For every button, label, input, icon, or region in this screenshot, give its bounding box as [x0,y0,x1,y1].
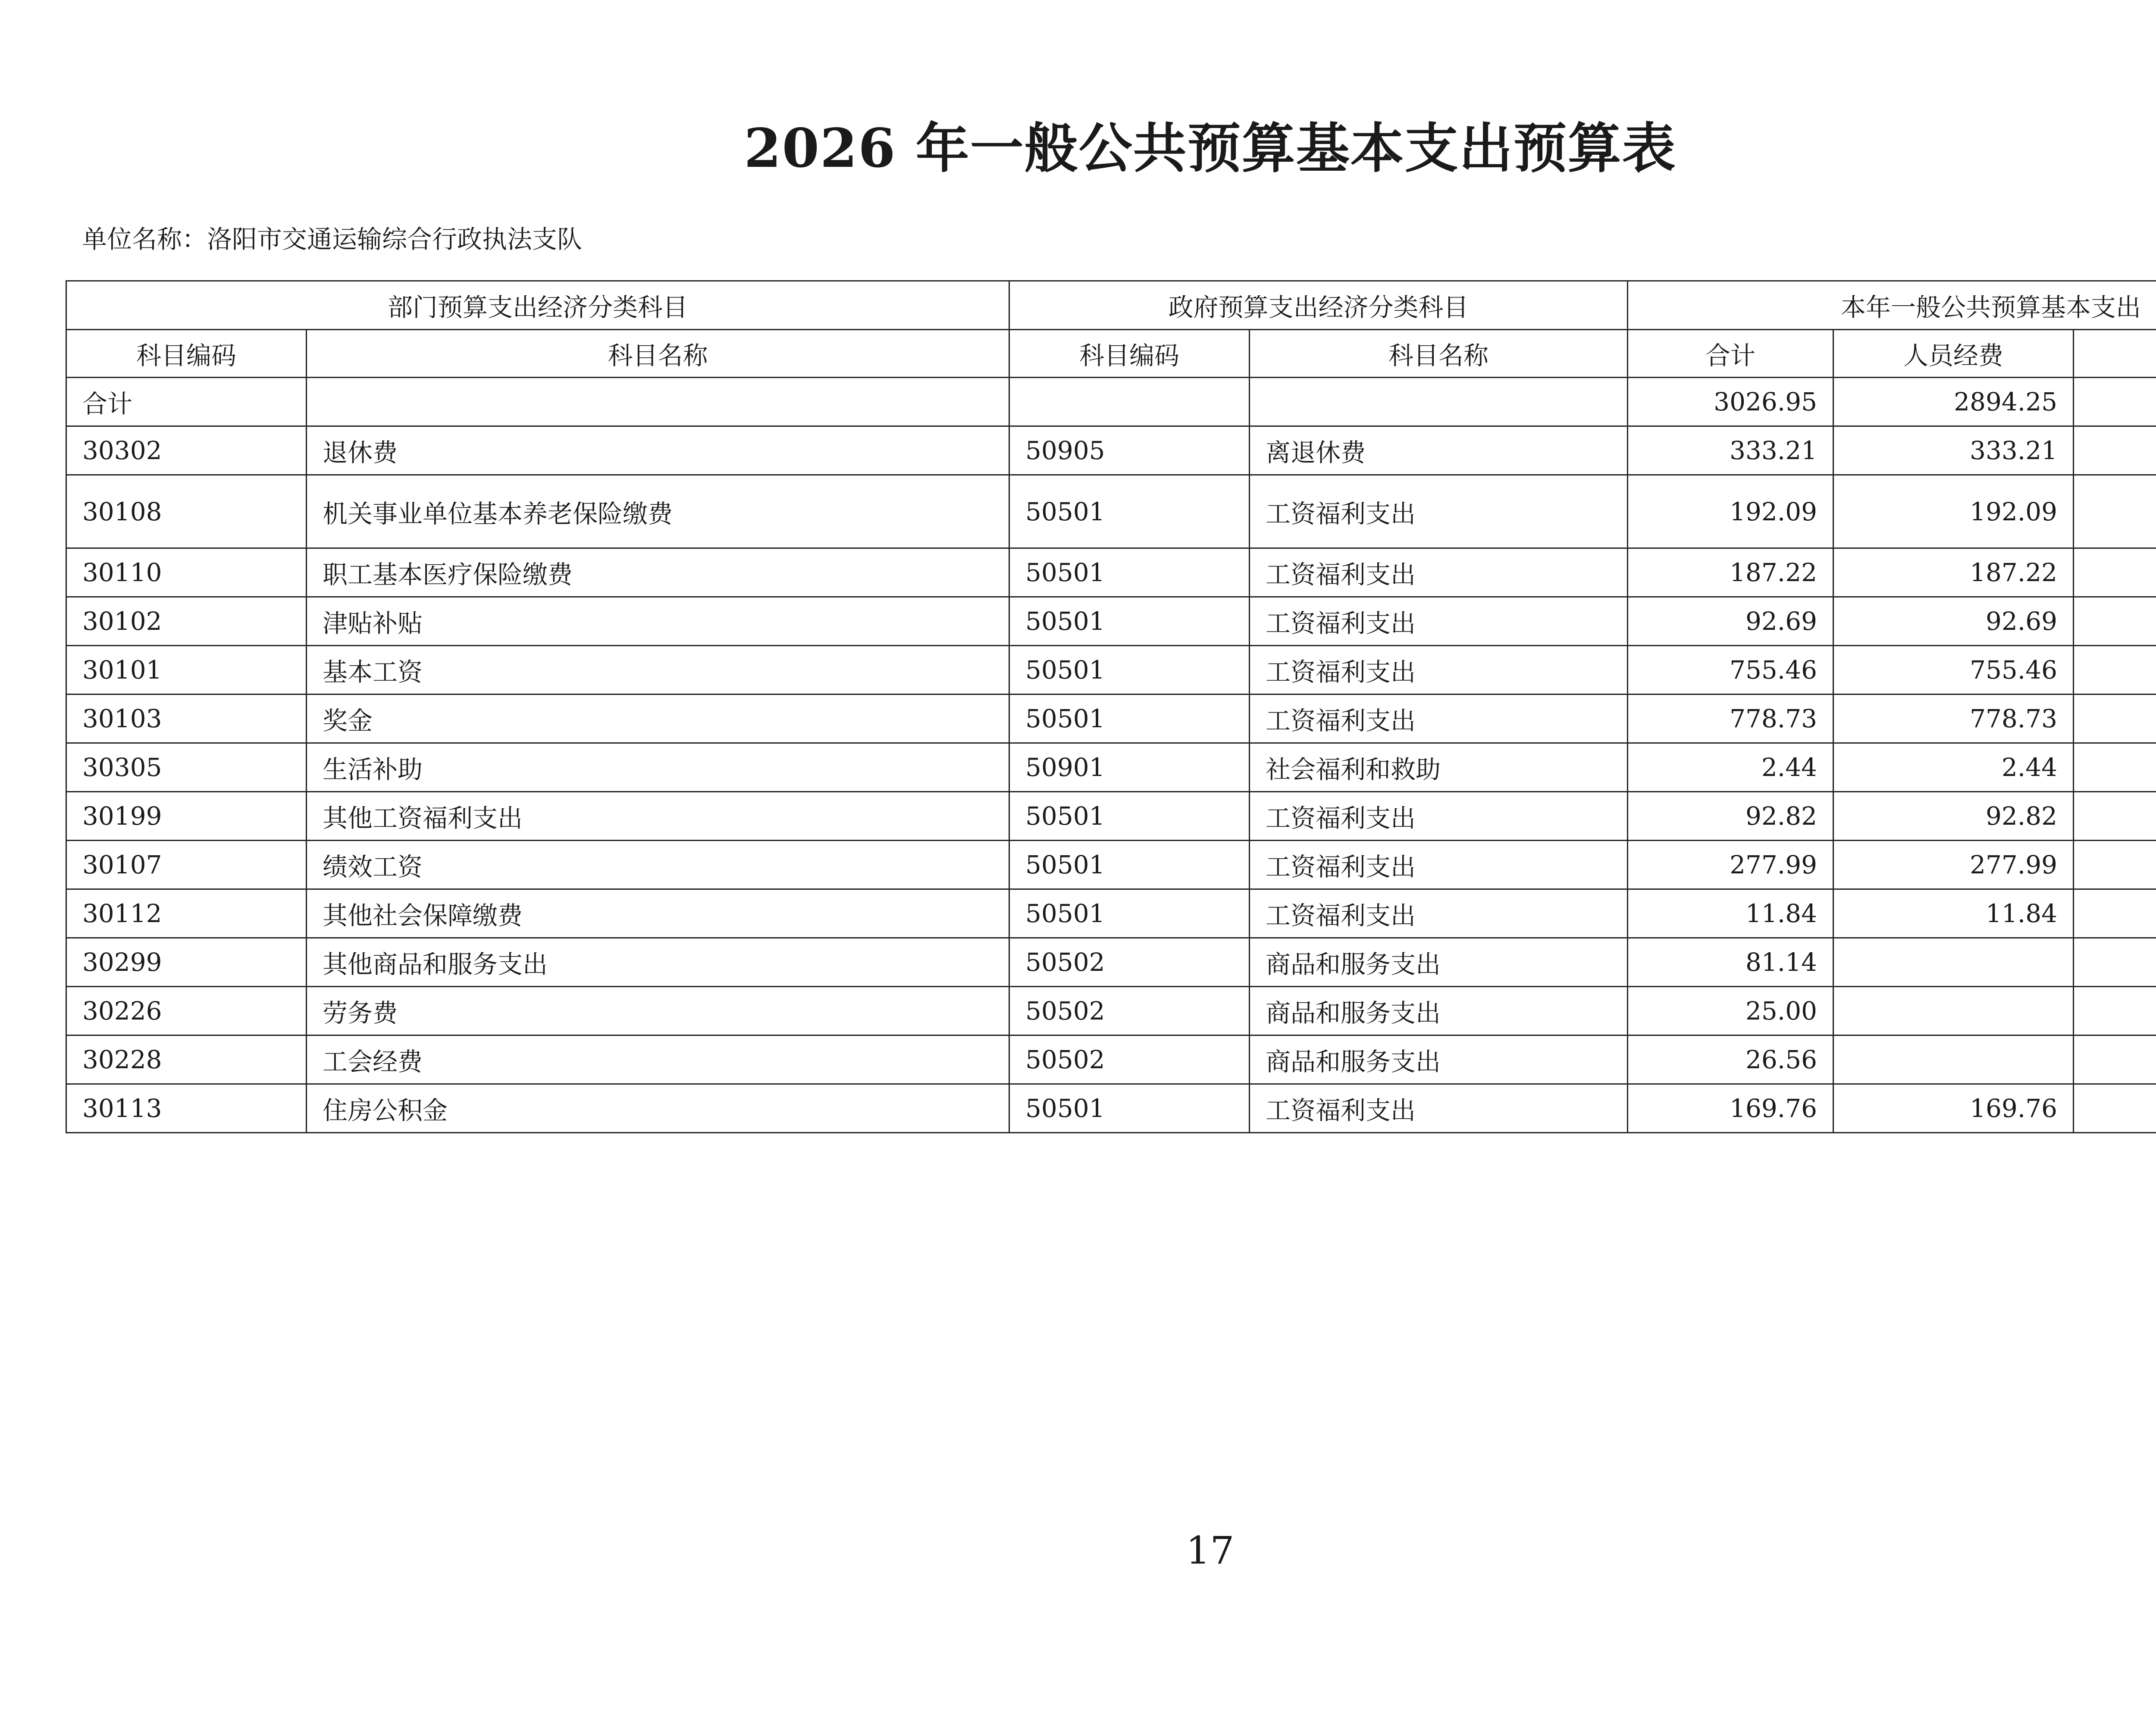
page-title: 2026 年一般公共预算基本支出预算表 [744,117,1677,180]
personnel-cell [1833,987,2074,1035]
dept-name-cell: 津贴补贴 [307,597,1009,646]
gov-name-cell: 工资福利支出 [1250,475,1628,548]
public-cell [2074,694,2156,743]
header-group-expense: 本年一般公共预算基本支出 [1628,281,2156,330]
total-cell: 25.00 [1628,987,1833,1035]
dept-name-cell: 绩效工资 [307,841,1009,889]
personnel-cell: 11.84 [1833,889,2074,938]
table-row [66,1084,2156,1133]
dept-code-cell: 30110 [66,548,307,597]
gov-code-cell: 50501 [1009,548,1250,597]
gov-code-cell: 50905 [1009,426,1250,475]
public-cell [2074,426,2156,475]
dept-code-cell: 30101 [66,646,307,694]
gov-name-cell: 社会福利和救助 [1250,743,1628,792]
dept-code-cell: 30305 [66,743,307,792]
table-row [66,987,2156,1035]
empty-cell [1009,378,1250,426]
personnel-cell: 169.76 [1833,1084,2074,1133]
dept-name-cell: 基本工资 [307,646,1009,694]
personnel-cell: 333.21 [1833,426,2074,475]
total-cell: 277.99 [1628,841,1833,889]
dept-name-cell: 生活补助 [307,743,1009,792]
dept-name-cell: 劳务费 [307,987,1009,1035]
total-sum: 3026.95 [1628,378,1833,426]
dept-name-cell: 其他商品和服务支出 [307,938,1009,987]
gov-code-cell: 50501 [1009,694,1250,743]
table-row [66,548,2156,597]
unit-name: 单位名称：洛阳市交通运输综合行政执法支队 [82,225,583,254]
public-cell [2074,475,2156,548]
gov-code-cell: 50501 [1009,889,1250,938]
total-personnel: 2894.25 [1833,378,2074,426]
gov-code-cell: 50501 [1009,475,1250,548]
page-number: 17 [1186,1528,1235,1573]
header-group-gov: 政府预算支出经济分类科目 [1009,281,1628,330]
total-row [66,378,2156,426]
dept-code-cell: 30228 [66,1035,307,1084]
empty-cell [1250,378,1628,426]
dept-code-cell: 30226 [66,987,307,1035]
dept-code-cell: 30299 [66,938,307,987]
dept-code-cell: 30108 [66,475,307,548]
public-cell [2074,938,2156,987]
dept-name-cell: 其他工资福利支出 [307,792,1009,841]
public-cell [2074,646,2156,694]
public-cell [2074,1084,2156,1133]
table-row [66,743,2156,792]
gov-name-cell: 工资福利支出 [1250,548,1628,597]
public-cell [2074,889,2156,938]
header-personnel: 人员经费 [1833,330,2074,378]
personnel-cell [1833,938,2074,987]
gov-name-cell: 工资福利支出 [1250,792,1628,841]
header-total: 合计 [1628,330,1833,378]
table-row [66,1035,2156,1084]
total-cell: 192.09 [1628,475,1833,548]
public-cell [2074,792,2156,841]
gov-name-cell: 工资福利支出 [1250,646,1628,694]
table-row [66,475,2156,548]
personnel-cell: 755.46 [1833,646,2074,694]
dept-code-cell: 30112 [66,889,307,938]
dept-name-cell: 退休费 [307,426,1009,475]
table-row [66,889,2156,938]
total-cell: 26.56 [1628,1035,1833,1084]
gov-name-cell: 工资福利支出 [1250,1084,1628,1133]
dept-code-cell: 30302 [66,426,307,475]
gov-code-cell: 50502 [1009,987,1250,1035]
personnel-cell [1833,1035,2074,1084]
table-row [66,841,2156,889]
table-row [66,694,2156,743]
gov-name-cell: 工资福利支出 [1250,597,1628,646]
header-dept-code: 科目编码 [66,330,307,378]
dept-name-cell: 其他社会保障缴费 [307,889,1009,938]
public-cell [2074,743,2156,792]
total-cell: 11.84 [1628,889,1833,938]
personnel-cell: 277.99 [1833,841,2074,889]
gov-name-cell: 商品和服务支出 [1250,938,1628,987]
personnel-cell: 778.73 [1833,694,2074,743]
personnel-cell: 92.82 [1833,792,2074,841]
header-public [2074,330,2156,378]
gov-name-cell: 商品和服务支出 [1250,987,1628,1035]
total-public [2074,378,2156,426]
public-cell [2074,987,2156,1035]
header-group-row [66,281,2156,330]
personnel-cell: 192.09 [1833,475,2074,548]
dept-code-cell: 30102 [66,597,307,646]
public-cell [2074,1035,2156,1084]
empty-cell [307,378,1009,426]
gov-code-cell: 50501 [1009,646,1250,694]
gov-name-cell: 离退休费 [1250,426,1628,475]
table-row [66,792,2156,841]
total-cell: 81.14 [1628,938,1833,987]
gov-code-cell: 50501 [1009,841,1250,889]
header-gov-name: 科目名称 [1250,330,1628,378]
header-gov-code: 科目编码 [1009,330,1250,378]
table-row [66,426,2156,475]
table-row [66,646,2156,694]
total-cell: 92.69 [1628,597,1833,646]
total-cell: 92.82 [1628,792,1833,841]
gov-name-cell: 工资福利支出 [1250,841,1628,889]
total-label: 合计 [66,378,307,426]
table-row [66,597,2156,646]
personnel-cell: 187.22 [1833,548,2074,597]
gov-code-cell: 50502 [1009,938,1250,987]
total-cell: 778.73 [1628,694,1833,743]
budget-table [66,280,2156,1133]
personnel-cell: 92.69 [1833,597,2074,646]
dept-name-cell: 工会经费 [307,1035,1009,1084]
total-cell: 333.21 [1628,426,1833,475]
gov-name-cell: 商品和服务支出 [1250,1035,1628,1084]
gov-code-cell: 50901 [1009,743,1250,792]
gov-name-cell: 工资福利支出 [1250,889,1628,938]
dept-code-cell: 30199 [66,792,307,841]
total-cell: 2.44 [1628,743,1833,792]
header-column-row [66,330,2156,378]
table-row [66,938,2156,987]
gov-code-cell: 50501 [1009,792,1250,841]
public-cell [2074,597,2156,646]
dept-name-cell: 住房公积金 [307,1084,1009,1133]
gov-code-cell: 50501 [1009,1084,1250,1133]
header-dept-name: 科目名称 [307,330,1009,378]
gov-name-cell: 工资福利支出 [1250,694,1628,743]
total-cell: 169.76 [1628,1084,1833,1133]
total-cell: 187.22 [1628,548,1833,597]
dept-code-cell: 30103 [66,694,307,743]
dept-name-cell: 机关事业单位基本养老保险缴费 [307,475,1009,548]
gov-code-cell: 50501 [1009,597,1250,646]
personnel-cell: 2.44 [1833,743,2074,792]
dept-name-cell: 职工基本医疗保险缴费 [307,548,1009,597]
public-cell [2074,548,2156,597]
gov-code-cell: 50502 [1009,1035,1250,1084]
dept-code-cell: 30113 [66,1084,307,1133]
header-group-dept: 部门预算支出经济分类科目 [66,281,1009,330]
public-cell [2074,841,2156,889]
dept-code-cell: 30107 [66,841,307,889]
total-cell: 755.46 [1628,646,1833,694]
dept-name-cell: 奖金 [307,694,1009,743]
